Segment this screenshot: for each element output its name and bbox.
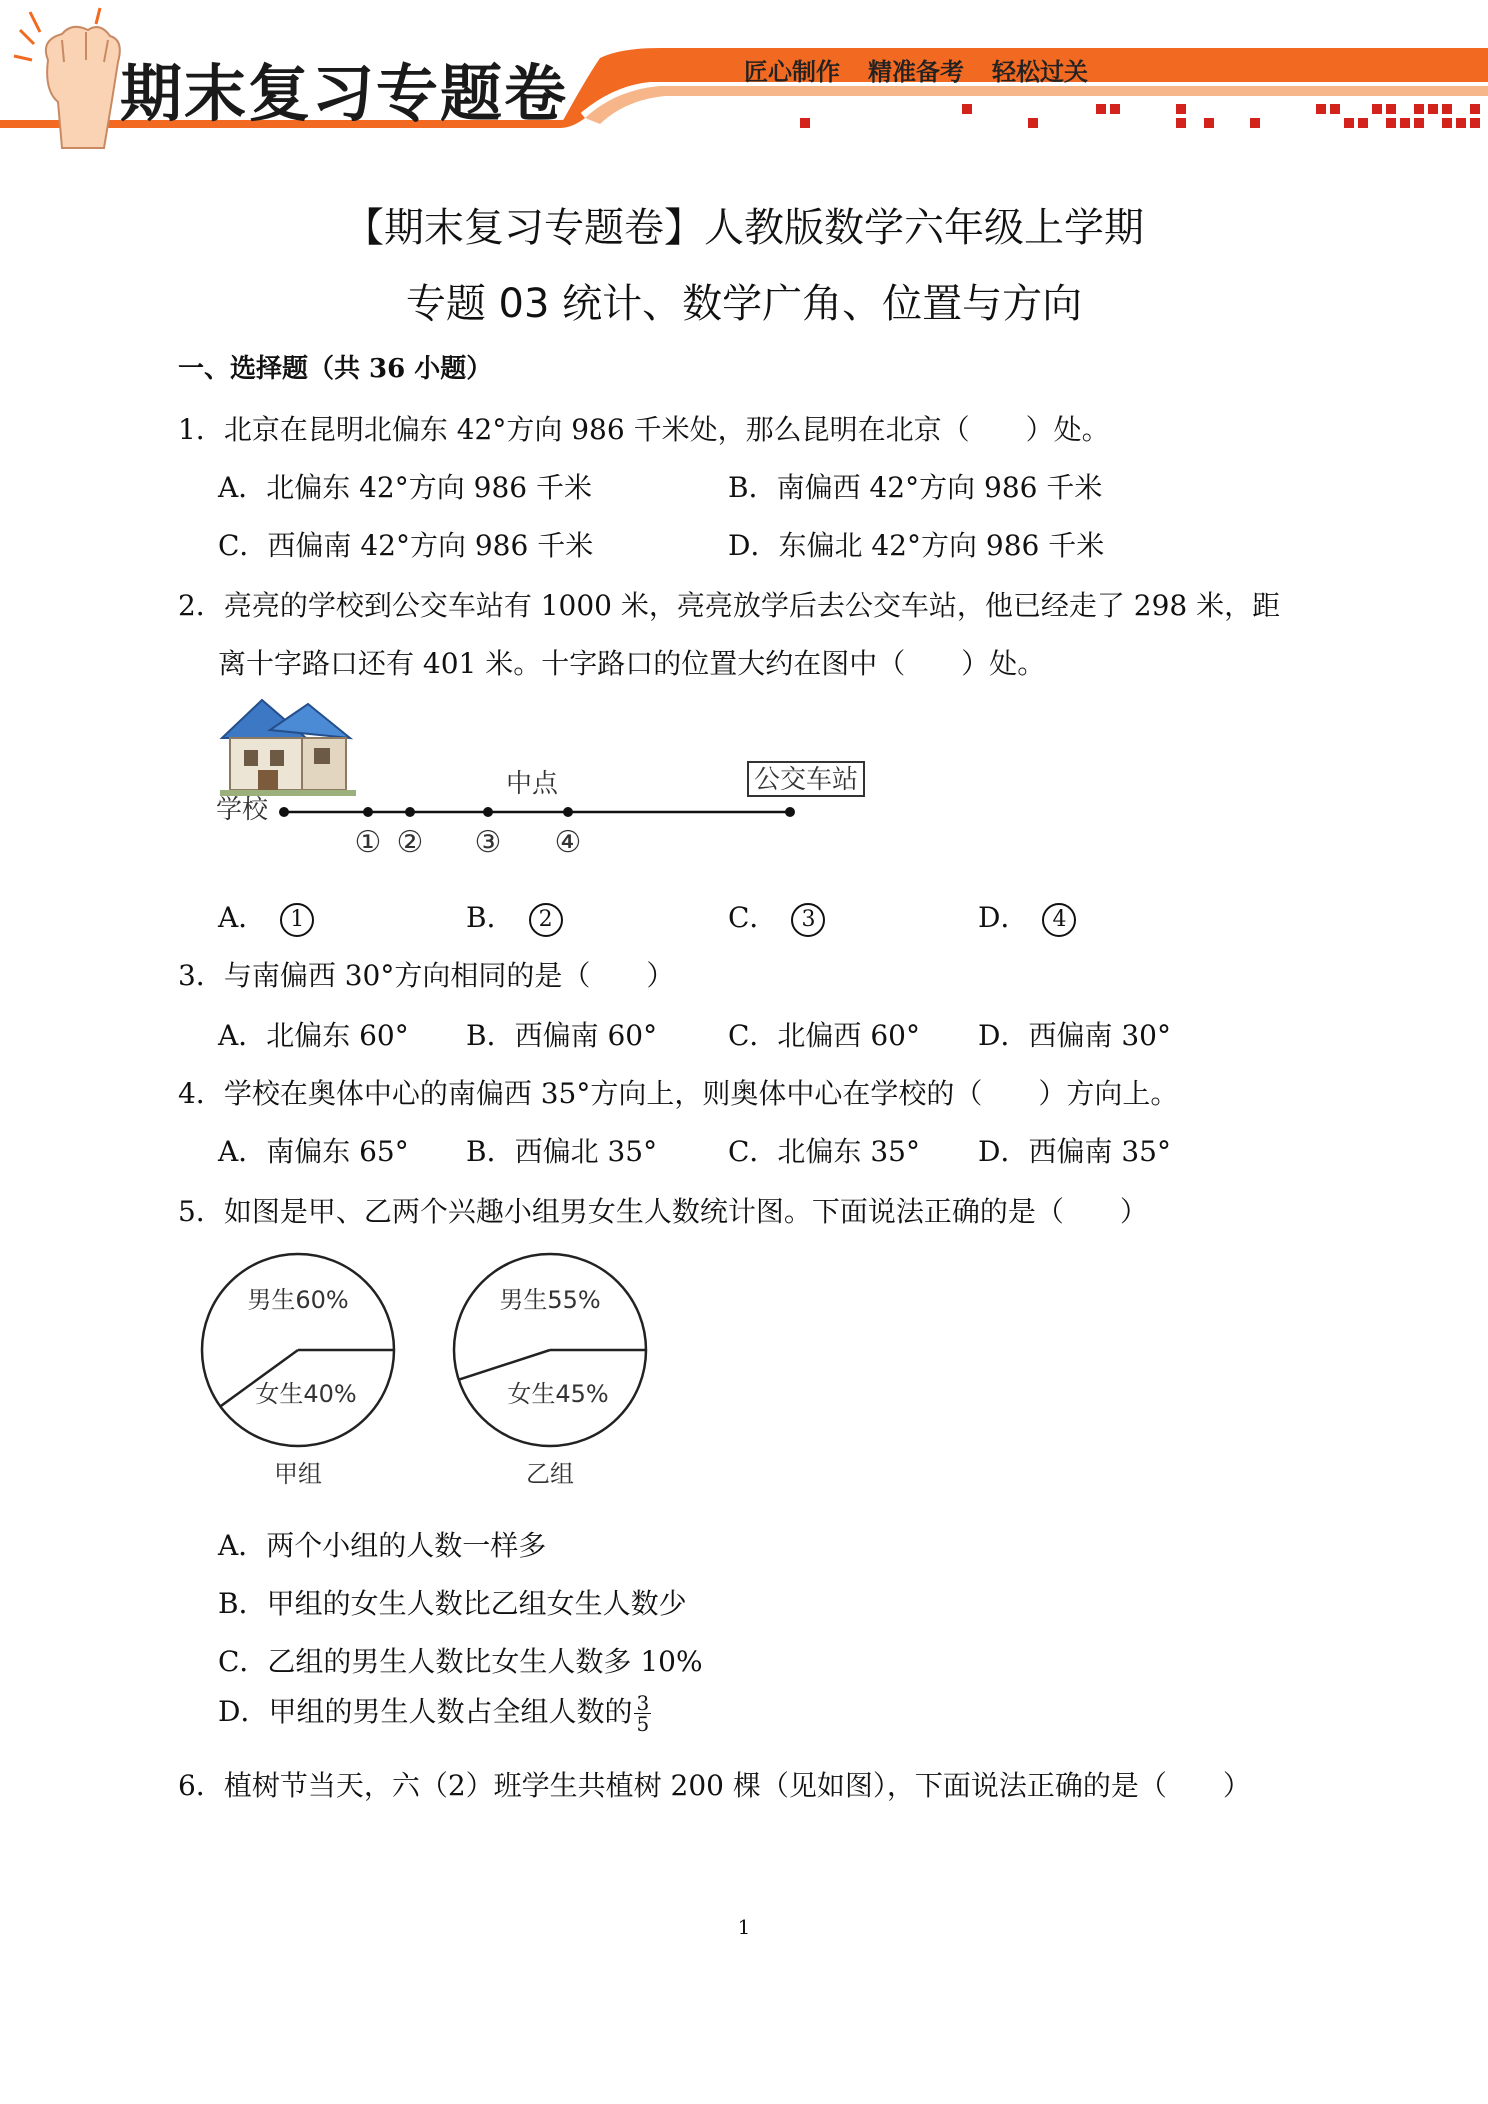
slogan-1: 匠心制作 [744, 58, 840, 86]
pie-1-slice-label-2: 女生40% [255, 1380, 357, 1408]
school-house-icon [220, 700, 356, 796]
pie-1-slice-label-1: 男生60% [247, 1286, 349, 1314]
pie-2-slice-label-1: 男生55% [499, 1286, 601, 1314]
q4-option-c: C．北偏东 35° [728, 1135, 920, 1168]
banner-dots [800, 104, 1480, 128]
pie-1-group-label: 甲组 [274, 1460, 322, 1488]
q3-option-d: D．西偏南 30° [978, 1019, 1171, 1052]
question-5-stem: 5．如图是甲、乙两个兴趣小组男女生人数统计图。下面说法正确的是（ ） [178, 1195, 1148, 1228]
q1-option-c: C．西偏南 42°方向 986 千米 [218, 529, 594, 562]
q2-option-c-mark: 3 [791, 903, 825, 937]
route-point-label-1: ① [354, 825, 382, 860]
q2-option-d-mark: 4 [1042, 903, 1076, 937]
route-end-dot [785, 807, 795, 817]
q5-option-b: B．甲组的女生人数比乙组女生人数少 [218, 1587, 687, 1620]
q5-option-d-text: D．甲组的男生人数占全组人数的 [218, 1695, 633, 1728]
question-1-stem: 1．北京在昆明北偏东 42°方向 986 千米处，那么昆明在北京（ ）处。 [178, 413, 1110, 446]
route-point-label-3: ③ [474, 825, 502, 860]
document-title: 【期末复习专题卷】人教版数学六年级上学期 [344, 205, 1144, 251]
bus-stop-label: 公交车站 [754, 765, 859, 795]
section-heading: 一、选择题（共 36 小题） [178, 354, 493, 384]
q5-option-a: A．两个小组的人数一样多 [218, 1529, 547, 1562]
route-point-2 [405, 807, 415, 817]
banner-title: 期末复习专题卷 [120, 57, 569, 130]
q1-option-b: B．南偏西 42°方向 986 千米 [728, 471, 1103, 504]
page-number: 1 [737, 1915, 751, 1939]
route-point-1 [363, 807, 373, 817]
q1-option-a: A．北偏东 42°方向 986 千米 [218, 471, 592, 504]
question-3-stem: 3．与南偏西 30°方向相同的是（ ） [178, 959, 675, 992]
q3-option-b: B．西偏南 60° [466, 1019, 658, 1052]
fraction-numerator: 3 [636, 1691, 650, 1715]
slogan-2: 精准备考 [868, 58, 964, 86]
q4-option-d: D．西偏南 35° [978, 1135, 1171, 1168]
question-2-stem-line1: 2．亮亮的学校到公交车站有 1000 米，亮亮放学后去公交车站，他已经走了 298 米，距 [178, 589, 1281, 622]
q3-option-c: C．北偏西 60° [728, 1019, 920, 1052]
q2-option-a [218, 896, 314, 937]
q4-option-b: B．西偏北 35° [466, 1135, 658, 1168]
slogan-3: 轻松过关 [992, 58, 1088, 86]
q2-option-b-letter: B． [466, 901, 515, 934]
route-point-label-2: ② [396, 825, 424, 860]
q1-option-d: D．东偏北 42°方向 986 千米 [728, 529, 1105, 562]
route-point-4 [563, 807, 573, 817]
q2-option-d [978, 896, 1076, 937]
q4-option-a: A．南偏东 65° [218, 1135, 409, 1168]
q2-option-a-letter: A． [218, 901, 267, 934]
midpoint-label: 中点 [506, 769, 559, 799]
q2-option-b [466, 896, 563, 937]
q2-option-d-letter: D． [978, 901, 1029, 934]
question-2-stem-line2: 离十字路口还有 401 米。十字路口的位置大约在图中（ ）处。 [218, 647, 1046, 680]
q3-option-a: A．北偏东 60° [218, 1019, 409, 1052]
q2-option-a-mark: 1 [280, 903, 314, 937]
route-figure [210, 690, 890, 880]
document-subtitle: 专题 03 统计、数学广角、位置与方向 [405, 281, 1083, 327]
pie-charts-figure [200, 1240, 680, 1490]
pie-2-slice-boundary-2 [459, 1350, 550, 1380]
fraction-denominator: 5 [636, 1712, 650, 1736]
fraction [634, 1693, 651, 1734]
question-6-stem: 6．植树节当天，六（2）班学生共植树 200 棵（见如图），下面说法正确的是（ ） [178, 1769, 1251, 1802]
q5-option-c: C．乙组的男生人数比女生人数多 10% [218, 1645, 703, 1678]
pie-2-group-label: 乙组 [526, 1460, 574, 1488]
school-label: 学校 [216, 795, 269, 825]
route-point-label-4: ④ [554, 825, 582, 860]
route-point-3 [483, 807, 493, 817]
q2-option-b-mark: 2 [529, 903, 563, 937]
question-4-stem: 4．学校在奥体中心的南偏西 35°方向上，则奥体中心在学校的（ ）方向上。 [178, 1077, 1179, 1110]
q5-option-d [218, 1690, 651, 1734]
q2-option-c-letter: C． [728, 901, 778, 934]
route-start-dot [279, 807, 289, 817]
q2-option-c [728, 896, 825, 937]
pie-2-slice-label-2: 女生45% [507, 1380, 609, 1408]
